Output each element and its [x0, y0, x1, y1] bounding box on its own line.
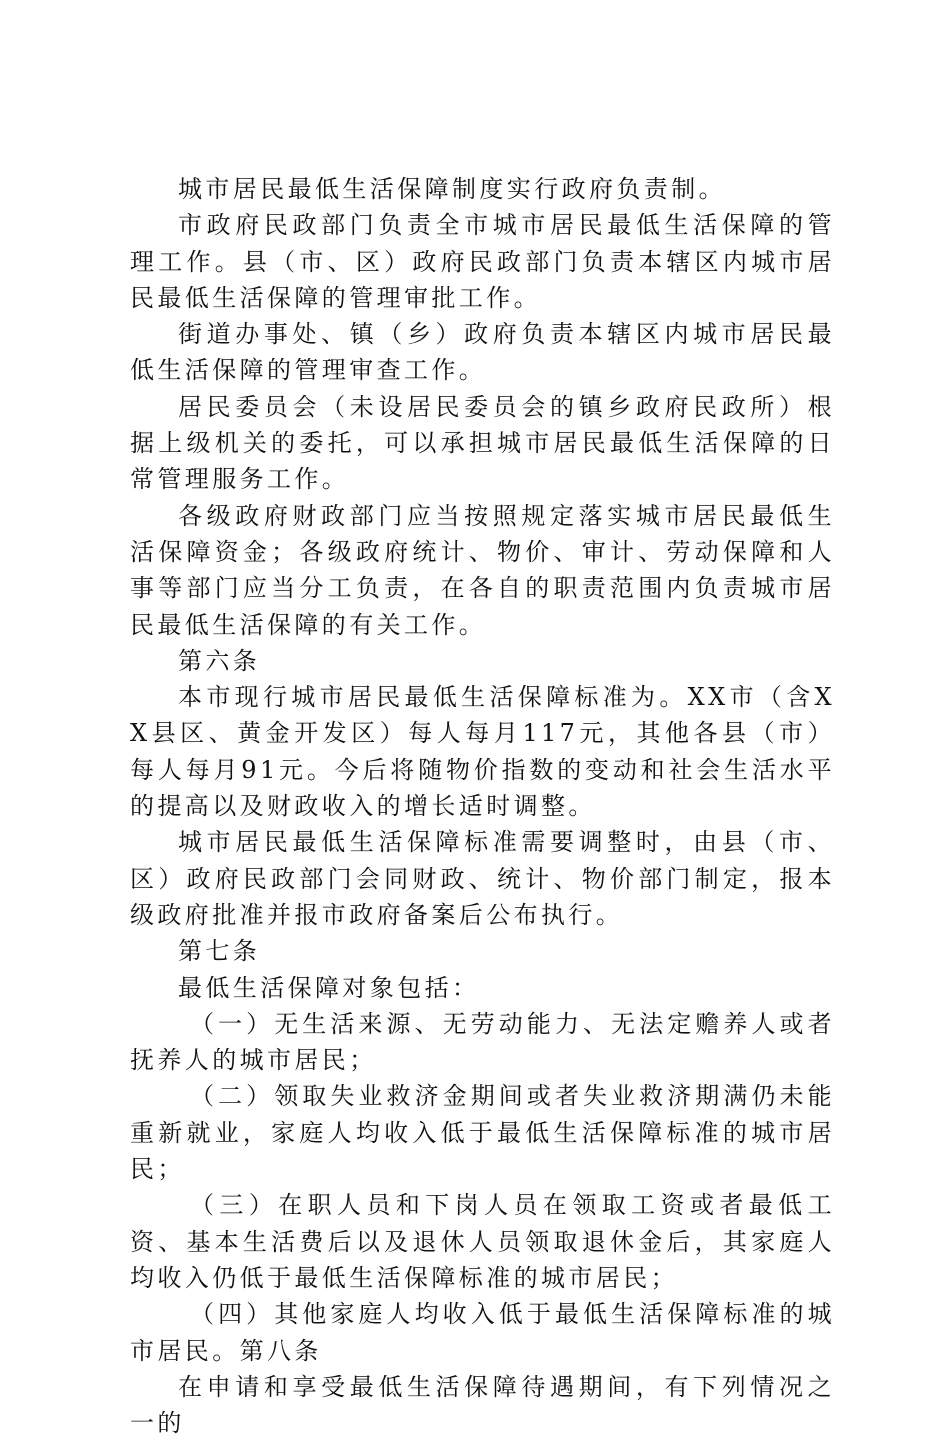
paragraph-finance-departments: 各级政府财政部门应当按照规定落实城市居民最低生活保障资金；各级政府统计、物价、审计、劳动保障和人事等部门应当分工负责，在各自的职责范围内负责城市居民最低生活保障的有关工作。: [130, 501, 835, 639]
paragraph-city-civil-affairs: 市政府民政部门负责全市城市居民最低生活保障的管理工作。县（市、区）政府民政部门负责本辖区内城市居民最低生活保障的管理审批工作。: [130, 211, 835, 312]
paragraph-application-period: 在申请和享受最低生活保障待遇期间，有下列情况之一的: [130, 1372, 835, 1438]
paragraph-responsibility: 城市居民最低生活保障制度实行政府负责制。: [178, 175, 726, 203]
article-heading-6: 第六条: [178, 646, 261, 675]
list-item-3: （三）在职人员和下岗人员在领取工资或者最低工资、基本生活费后以及退休人员领取退休金后，其家庭人均收入仍低于最低生活保障标准的城市居民；: [130, 1191, 835, 1292]
paragraph-residents-committee: 居民委员会（未设居民委员会的镇乡政府民政所）根据上级机关的委托，可以承担城市居民最低生活保障的日常管理服务工作。: [130, 392, 835, 494]
list-item-4: （四）其他家庭人均收入低于最低生活保障标准的城市居民。第八条: [130, 1300, 835, 1365]
paragraph-standard-adjustment: 城市居民最低生活保障标准需要调整时，由县（市、区）政府民政部门会同财政、统计、物价部门制定，报本级政府批准并报市政府备案后公布执行。: [130, 828, 835, 929]
paragraph-current-standard: 本市现行城市居民最低生活保障标准为。XX市（含XX县区、黄金开发区）每人每月117元，其他各县（市）每人每月91元。今后将随物价指数的变动和社会生活水平的提高以及财政收入的增长适时调整。: [130, 683, 835, 821]
document-body: [130, 171, 835, 1441]
paragraph-street-office: 街道办事处、镇（乡）政府负责本辖区内城市居民最低生活保障的管理审查工作。: [130, 320, 835, 385]
paragraph-eligible-recipients: 最低生活保障对象包括：: [178, 973, 480, 1002]
list-item-1: （一）无生活来源、无劳动能力、无法定赡养人或者抚养人的城市居民；: [130, 1009, 835, 1075]
list-item-2: （二）领取失业救济金期间或者失业救济期满仍未能重新就业，家庭人均收入低于最低生活保障标准的城市居民；: [130, 1082, 835, 1184]
article-heading-7: 第七条: [178, 937, 261, 966]
